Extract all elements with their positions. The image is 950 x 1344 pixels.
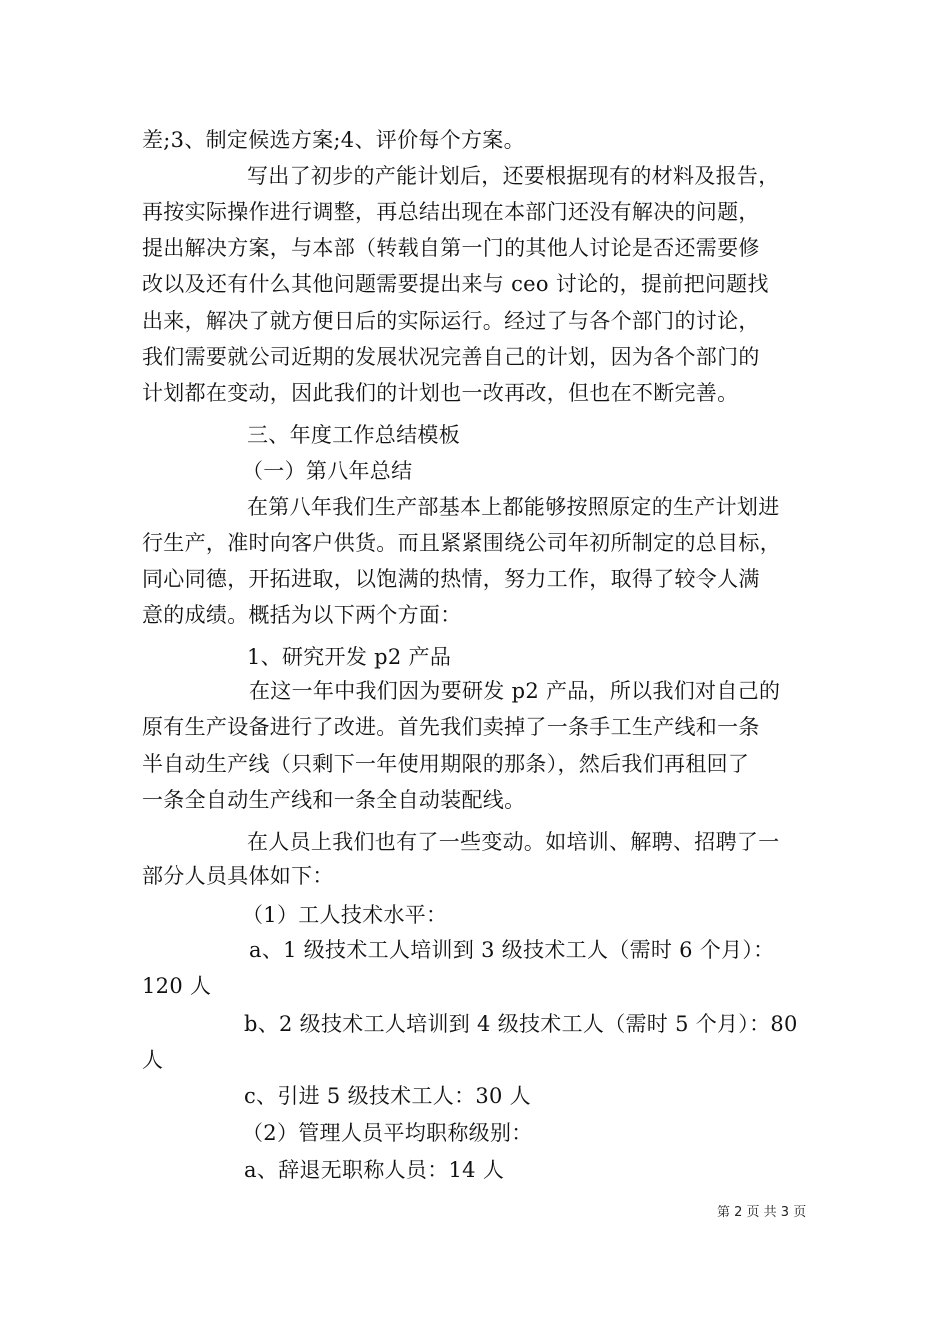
text-line: 半自动生产线（只剩下一年使用期限的那条），然后我们再租回了 <box>142 752 750 776</box>
text-line: 人 <box>142 1048 164 1072</box>
text-line: a、辞退无职称人员：14 人 <box>244 1158 505 1182</box>
text-line: a、1 级技术工人培训到 3 级技术工人（需时 6 个月）： <box>249 938 775 962</box>
text-line: 部分人员具体如下： <box>142 864 334 888</box>
text-line: 我们需要就公司近期的发展状况完善自己的计划，因为各个部门的 <box>142 345 760 369</box>
text-line: 在这一年中我们因为要研发 p2 产品，所以我们对自己的 <box>249 679 781 703</box>
text-line: 提出解决方案，与本部（转载自第一门的其他人讨论是否还需要修 <box>142 236 760 260</box>
text-line: 意的成绩。概括为以下两个方面： <box>142 603 462 627</box>
text-line: （一）第八年总结 <box>242 459 413 483</box>
text-line: 写出了初步的产能计划后，还要根据现有的材料及报告， <box>247 164 780 188</box>
text-line: 再按实际操作进行调整，再总结出现在本部门还没有解决的问题， <box>142 200 760 224</box>
text-line: 一条全自动生产线和一条全自动装配线。 <box>142 788 526 812</box>
text-line: b、2 级技术工人培训到 4 级技术工人（需时 5 个月）：80 <box>244 1012 798 1036</box>
text-line: 计划都在变动，因此我们的计划也一改再改，但也在不断完善。 <box>142 381 739 405</box>
text-line: 改以及还有什么其他问题需要提出来与 ceo 讨论的，提前把问题找 <box>142 272 769 296</box>
text-line: 1、研究开发 p2 产品 <box>247 645 452 669</box>
page-number-footer: 第 2 页 共 3 页 <box>717 1205 807 1220</box>
text-line: （2）管理人员平均职称级别： <box>242 1121 533 1145</box>
text-line: 行生产，准时向客户供货。而且紧紧围绕公司年初所制定的总目标， <box>142 531 781 555</box>
text-line: （1）工人技术水平： <box>242 903 448 927</box>
text-line: 在人员上我们也有了一些变动。如培训、解聘、招聘了一 <box>247 830 780 854</box>
text-line: 出来，解决了就方便日后的实际运行。经过了与各个部门的讨论， <box>142 309 760 333</box>
text-line: 差;3、制定候选方案;4、评价每个方案。 <box>142 128 525 152</box>
text-line: 三、年度工作总结模板 <box>247 423 460 447</box>
text-line: c、引进 5 级技术工人：30 人 <box>244 1084 531 1108</box>
text-line: 在第八年我们生产部基本上都能够按照原定的生产计划进 <box>247 495 780 519</box>
text-line: 原有生产设备进行了改进。首先我们卖掉了一条手工生产线和一条 <box>142 715 760 739</box>
text-line: 同心同德，开拓进取，以饱满的热情，努力工作，取得了较令人满 <box>142 567 760 591</box>
text-line: 120 人 <box>142 974 212 998</box>
